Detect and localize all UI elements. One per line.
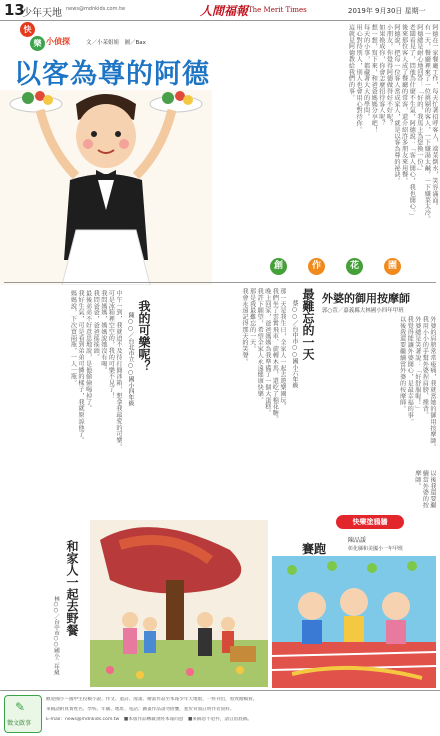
tag-kuai: 快: [23, 25, 32, 34]
footer-logo: [4, 695, 42, 733]
article-mid-author: 蔡○○／台中市○○國小六年級: [291, 300, 298, 388]
top-story-byline: 文／小茉姐姐 圖／Bax: [86, 40, 146, 46]
doodle-wall-badge: [336, 515, 404, 529]
article-left-body: 中午一到，我就迫不及待打開冰箱，想拿我最愛的可樂。 可是冰箱裡空空的，我的可樂不見了！ 我問媽媽，媽媽說她沒有喝。 我問爸爸，爸爸搖搖頭。 最後弟弟不好意思地說，是他偷偷喝掉了。 我好生氣，可是看到弟弟可憐的樣子，我就原諒他了。 媽媽說，下次買兩瓶，一人一瓶。: [69, 290, 122, 450]
picnic-drawing: [90, 520, 268, 687]
footer-line: 來稿請附真實姓名、學校、年級、地址、電話；圖畫作品請勿摺疊，並於背面註明作者資料。: [46, 707, 235, 712]
paragraph: 這就是阿德教給我們的事。: [347, 24, 355, 101]
race-drawing: [272, 556, 436, 688]
waiter-illustration: [0, 90, 212, 285]
doodle-wall-label: 快樂塗鴉牆: [352, 518, 388, 526]
article-mid-body: 那一天是我生日，全家人一起去遊樂園玩。 我們坐了雲霄飛車、旋轉木馬，還吃了棉花糖。 晚上回家，爸爸媽媽為我準備了一個大蛋糕。 我許下願望，希望全家人永遠健康快樂。 那是我最難忘的一天。 我會永遠記得那天的笑聲。: [241, 288, 286, 423]
paragraph: 阿德說，把每一位客人當成家人，就是以客為尊的祕訣。: [393, 24, 401, 184]
paragraph: 用心對待別人，別人也會用心對待你。: [355, 24, 363, 133]
article-left-author: 陳○○／台北市立○○國小四年級: [127, 312, 134, 406]
footer-line: E-mail：news@mdnkids.com.tw ■本版作品轉載須經本報同意 ■來稿恕不退件，請自留底稿。: [46, 717, 253, 722]
picnic-drawing-title: 和家人一起去野餐: [65, 540, 79, 636]
header-url: news@mdnkids.com.tw: [66, 6, 126, 12]
footer: [0, 690, 440, 736]
banner-char: 花: [346, 258, 363, 275]
banner-char: 作: [308, 258, 325, 275]
brand-english: The Merit Times: [248, 6, 307, 14]
tag-le: 樂: [33, 39, 42, 48]
paragraph: 想一想，寫下來，和爸爸媽媽分享吧！: [370, 24, 378, 133]
picnic-drawing-author: 林○○／台中市○○國小二年級: [53, 596, 59, 675]
banner-char: 創: [270, 258, 287, 275]
footer-line: 歡迎國小～國中生投稿小說、作文、童詩、漫畫、繪畫作品至本報少年天地版，一經刊出，將致贈稿費。: [46, 697, 258, 702]
article-left-title: 我的可樂呢？: [137, 300, 151, 372]
creative-garden-banner: [270, 258, 430, 278]
article-right-title: 外婆的御用按摩師: [322, 292, 410, 305]
tag-kuai-badge: [20, 22, 35, 37]
top-story-body: [214, 24, 438, 252]
race-drawing-school: 彰化縣和美國小一年甲班: [348, 546, 404, 552]
article-right-author: 郭○萱／嘉義縣大林國小四年甲班: [322, 308, 404, 314]
pencil-icon: ✎: [15, 700, 26, 714]
article-right-body-cont: 以後我還要繼續當外婆的按摩師。: [413, 470, 436, 509]
paragraph: 阿德總是耐心地回答：「好的，我馬上為您換一份。」: [415, 24, 423, 175]
paragraph: 阿德在一家餐廳工作，每天忙著招呼客人，端菜倒水，笑容滿面。: [431, 24, 438, 210]
paragraph: 每天的小事，都藏著大大的學問。: [362, 24, 370, 120]
page-number: 13: [4, 1, 25, 19]
paragraph: 如果換成你，你會怎麼招待客人呢？: [377, 24, 385, 127]
race-drawing-title: 賽跑: [302, 542, 327, 556]
paragraph: 後來那位客人成了餐廳的常客，還介紹許多朋友來用餐。: [400, 24, 408, 184]
section-name: 少年天地: [22, 8, 62, 19]
race-drawing-author: 陳品諼: [348, 537, 367, 544]
section-divider: [4, 282, 436, 283]
article-mid-title: 最難忘的一天: [301, 288, 315, 360]
page-header: [0, 0, 440, 21]
footer-logo-label: 徵文啟事: [7, 720, 32, 727]
paragraph: 有一天，餐廳裡來了一位挑剔的客人，一下嫌湯太鹹，一下嫌菜太冷。: [423, 24, 431, 223]
brand-logo: 人間福報: [200, 4, 249, 18]
top-story-title: 以客為尊的阿德: [14, 59, 210, 90]
paragraph: 小朋友，你覺得阿德做得好不好呢？: [385, 24, 393, 127]
article-right-body: 外婆的肩膀常常痠痛，我就當她的御用按摩師。 我用小小的手幫外婆捏肩膀、捶背。 外婆總是笑著說：「好舒服喔！」 我覺得能讓外婆開心，是最幸福的事。 以後我還要繼續當外婆的按摩師。: [398, 316, 436, 451]
tag-le-badge: [30, 36, 45, 51]
banner-char: 園: [384, 258, 401, 275]
paragraph: 老闆看見了，問他為什麼不生氣，阿德說：「客人開心，我也開心。」: [408, 24, 416, 220]
column-name: 小偵探: [46, 37, 70, 46]
issue-date: 2019年 9月30日 星期一: [348, 7, 426, 15]
